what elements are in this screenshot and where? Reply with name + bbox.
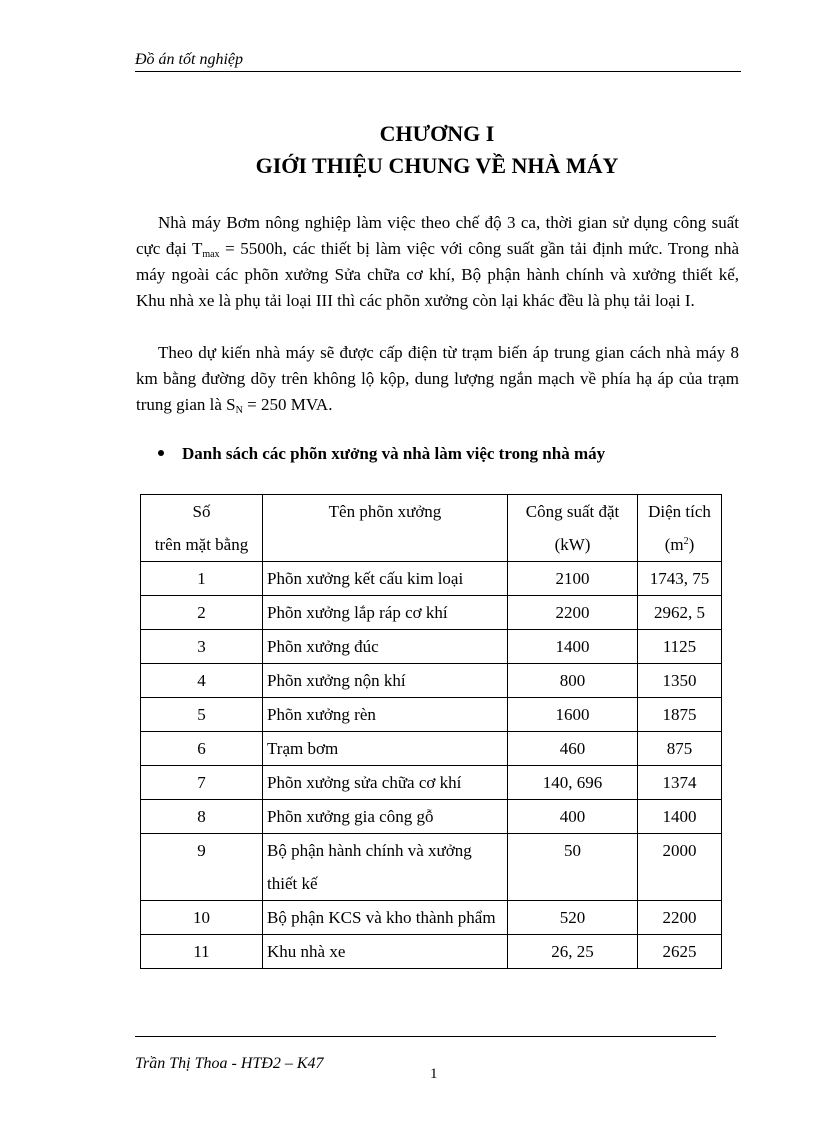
cell-area: 1743, 75 (638, 562, 722, 596)
table-row (141, 901, 722, 935)
table-row (141, 834, 722, 901)
table-row (141, 664, 722, 698)
cell-power: 400 (508, 800, 638, 834)
cell-power: 140, 696 (508, 766, 638, 800)
cell-power: 1600 (508, 698, 638, 732)
cell-area: 1350 (638, 664, 722, 698)
cell-power: 520 (508, 901, 638, 935)
page-number: 1 (430, 1066, 438, 1082)
bullet-text: Danh sách các phõn xưởng và nhà làm việc trong nhà máy (182, 444, 606, 463)
paragraph-intro-text-2: = 5500h, các thiết bị làm việc với công suất gần tải định mức. Trong nhà máy ngoài các phõn xưởng Sửa chữa cơ khí, Bộ phận hành chính và xưởng thiết kế, Khu nhà xe là phụ tải loại III thì các phõn xưởng còn lại khác đều là phụ tải loại I. (136, 239, 739, 310)
cell-power: 460 (508, 732, 638, 766)
cell-number: 7 (141, 766, 263, 800)
cell-power: 800 (508, 664, 638, 698)
tmax-subscript: max (202, 249, 220, 260)
paragraph-intro-text-1: Nhà máy Bơm nông nghiệp làm việc theo chế độ 3 ca, thời gian sử dụng công suất cực đại T (136, 213, 739, 258)
cell-name: Phõn xưởng lắp ráp cơ khí (263, 596, 508, 630)
chapter-title: GIỚI THIỆU CHUNG VỀ NHÀ MÁY (255, 153, 619, 178)
cell-name: Bộ phận KCS và kho thành phẩm (263, 901, 508, 935)
header-name: Tên phõn xưởng (263, 495, 508, 562)
cell-number: 6 (141, 732, 263, 766)
cell-number: 3 (141, 630, 263, 664)
paragraph-supply-text-1: Theo dự kiến nhà máy sẽ được cấp điện từ trạm biến áp trung gian cách nhà máy 8 km bằng đường dõy trên không lộ kộp, dung lượng ngắn mạch về phía hạ áp của trạm trung gian là S (136, 343, 739, 414)
paragraph-supply (136, 340, 739, 418)
cell-area: 1125 (638, 630, 722, 664)
table-row (141, 596, 722, 630)
cell-number: 5 (141, 698, 263, 732)
cell-area: 2000 (638, 834, 722, 901)
footer-divider (135, 1036, 716, 1037)
cell-power: 2100 (508, 562, 638, 596)
table-row (141, 698, 722, 732)
header-area: Diện tích $(m^2)$ (638, 495, 722, 562)
table-row (141, 766, 722, 800)
sn-subscript: N (235, 405, 243, 416)
cell-number: 9 (141, 834, 263, 901)
bullet-icon (158, 450, 164, 456)
footer-author: Trần Thị Thoa - HTĐ2 – K47 (135, 1055, 324, 1072)
cell-number: 10 (141, 901, 263, 935)
paragraph-intro (136, 210, 739, 314)
cell-power: 1400 (508, 630, 638, 664)
cell-number: 1 (141, 562, 263, 596)
cell-name: Bộ phận hành chính và xưởng thiết kế (263, 834, 508, 901)
cell-area: 875 (638, 732, 722, 766)
cell-power: 26, 25 (508, 935, 638, 969)
list-bullet-heading (158, 444, 605, 464)
cell-name: Phõn xưởng kết cấu kim loại (263, 562, 508, 596)
table-row (141, 630, 722, 664)
cell-power: 2200 (508, 596, 638, 630)
table-header-row (141, 495, 722, 562)
table-row (141, 562, 722, 596)
workshop-table (140, 494, 722, 969)
cell-number: 8 (141, 800, 263, 834)
cell-number: 2 (141, 596, 263, 630)
cell-area: 1400 (638, 800, 722, 834)
table-row (141, 732, 722, 766)
cell-area: 1875 (638, 698, 722, 732)
cell-name: Phõn xưởng gia công gỗ (263, 800, 508, 834)
chapter-number: CHƯƠNG I (379, 121, 495, 146)
page-header (135, 49, 741, 72)
cell-area: 2625 (638, 935, 722, 969)
cell-area: 2962, 5 (638, 596, 722, 630)
cell-number: 11 (141, 935, 263, 969)
table-row (141, 800, 722, 834)
table-row (141, 935, 722, 969)
cell-name: Khu nhà xe (263, 935, 508, 969)
cell-area: 1374 (638, 766, 722, 800)
paragraph-supply-text-2: = 250 MVA. (242, 395, 333, 414)
cell-power: 50 (508, 834, 638, 901)
cell-name: Phõn xưởng sửa chữa cơ khí (263, 766, 508, 800)
header-number: Số trên mặt bằng (141, 495, 263, 562)
cell-number: 4 (141, 664, 263, 698)
header-power: Công suất đặt (kW) (508, 495, 638, 562)
cell-name: Phõn xưởng nộn khí (263, 664, 508, 698)
cell-area: 2200 (638, 901, 722, 935)
header-text: Đồ án tốt nghiệp (135, 51, 243, 68)
cell-name: Phõn xưởng đúc (263, 630, 508, 664)
cell-name: Phõn xưởng rèn (263, 698, 508, 732)
cell-name: Trạm bơm (263, 732, 508, 766)
